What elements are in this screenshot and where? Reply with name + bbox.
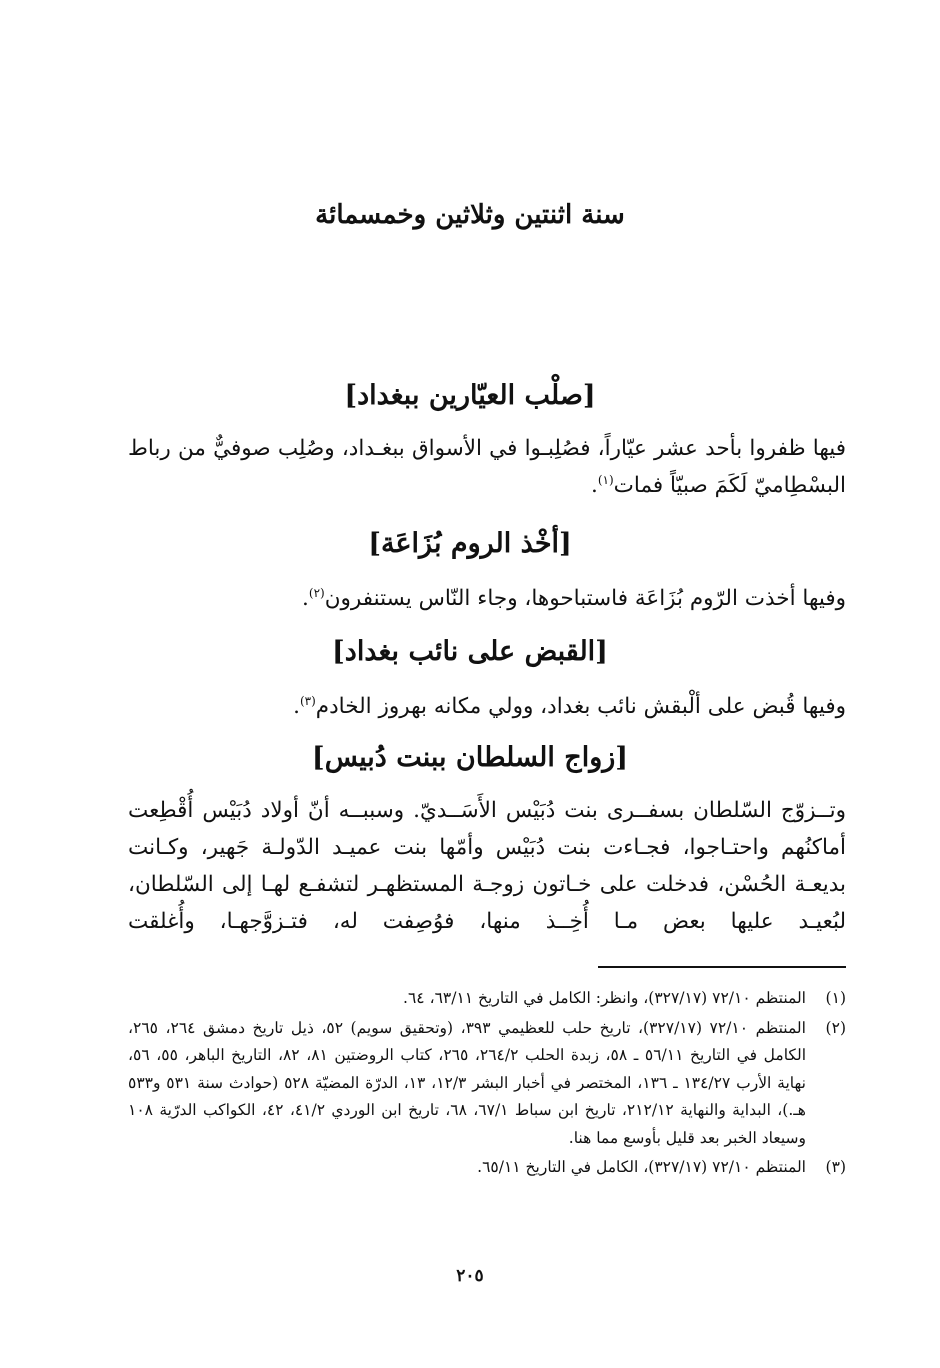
- paragraph-text: وفيها أخذت الرّوم بُزَاعَة فاستباحوها، وجاء النّاس يستنفرون: [324, 586, 846, 611]
- section-heading-arrest: [القبض على نائب بغداد]: [332, 636, 608, 667]
- section-paragraph-arrest: [128, 688, 846, 725]
- footnotes: [128, 985, 846, 1184]
- paragraph-text: فيها ظفروا بأحد عشر عيّاراً، فصُلِبـوا في الأسواق ببغـداد، وصُلِب صوفيٌّ من رباط البسْطِاميّ لَكَمَ صبيّاً فمات: [128, 436, 846, 498]
- footnote-text: المنتظم ٧٢/١٠ (٣٢٧/١٧)، تاريخ حلب للعظيمي ٣٩٣، (وتحقيق سويم) ٥٢، ذيل تاريخ دمشق ٢٦٤، ٢٦٥، الكامل في التاريخ ٥٦/١١ ـ ٥٨، زبدة الحلب ٢٦٤/٢، ٢٦٥، كتاب الروضتين ٨١، ٨٢، التاريخ الباهر، ٥٥، ٥٦، نهاية الأرب ١٣٤/٢٧ ـ ١٣٦، المختصر في أخبار البشر ١٢/٣، ١٣، الدرّة المضيّة ٥٢٨ (حوادث سنة ٥٣١ و٥٣٣ هـ.)، البداية والنهاية ٢١٢/١٢، تاريخ ابن سباط ٦٧/١، ٦٨، تاريخ ابن الوردي ٤١/٢، ٤٢، الكواكب الدرّية ١٠٨ وسيعاد الخبر بعد قليل بأوسع مما هنا.: [128, 1018, 807, 1147]
- footnote-number: (٢): [825, 1018, 846, 1037]
- footnote-ref: (١): [597, 472, 614, 487]
- section-heading-crucifixion: [صلْب العيّارين ببغداد]: [344, 380, 596, 411]
- section-paragraph-marriage: وتــزوّج السّلطان بسفــرى بنت دُبَيْس الأَسَــديّ. وسببــه أنّ أولاد دُبَيْس أُقْطِعت أماكنُهم واحتـاجوا، فجـاءت بنت دُبَيْس وأمّها بنت عميـد الدّولـة جَهير، وكـانت بديعـة الحُسْن، فدخلت على خـاتون زوجـة المستظهـر لتشفـع لهـا إلى السّلطان، لبُعيـد عليها بعض مـا أُخِــذ منها، فوُصِفت له، فتـزوَّجهـا، وأُغلقت: [128, 798, 846, 934]
- section-heading-buzaa: [أخْذ الروم بُزَاعَة]: [368, 528, 572, 559]
- section-paragraph-buzaa: [128, 580, 846, 617]
- footnote-text: المنتظم ٧٢/١٠ (٣٢٧/١٧)، الكامل في التاريخ ٦٥/١١.: [477, 1158, 806, 1176]
- section-paragraph-crucifixion: [128, 430, 846, 504]
- footnote-ref: (٣): [299, 693, 316, 708]
- year-title: سنة اثنتين وثلاثين وخمسمائة: [315, 200, 625, 230]
- footnote-number: (١): [825, 989, 846, 1007]
- paragraph-tail: .: [302, 586, 309, 611]
- footnote-2: [128, 1015, 846, 1153]
- page-number: ٢٠٥: [456, 1266, 484, 1286]
- footnote-1: [128, 985, 846, 1013]
- paragraph-text: وفيها قُبض على ألْبقش نائب بغداد، وولي مكانه بهروز الخادم: [315, 694, 846, 719]
- footnote-ref: (٢): [308, 585, 325, 600]
- section-heading-marriage: [زواج السلطان ببنت دُبيس]: [311, 742, 629, 773]
- footnote-divider: [598, 966, 846, 968]
- paragraph-tail: .: [590, 473, 598, 498]
- footnote-number: (٣): [825, 1158, 846, 1176]
- footnote-text: المنتظم ٧٢/١٠ (٣٢٧/١٧)، وانظر: الكامل في التاريخ ٦٣/١١، ٦٤.: [403, 989, 806, 1007]
- paragraph-tail: .: [293, 694, 300, 719]
- footnote-3: [128, 1154, 846, 1182]
